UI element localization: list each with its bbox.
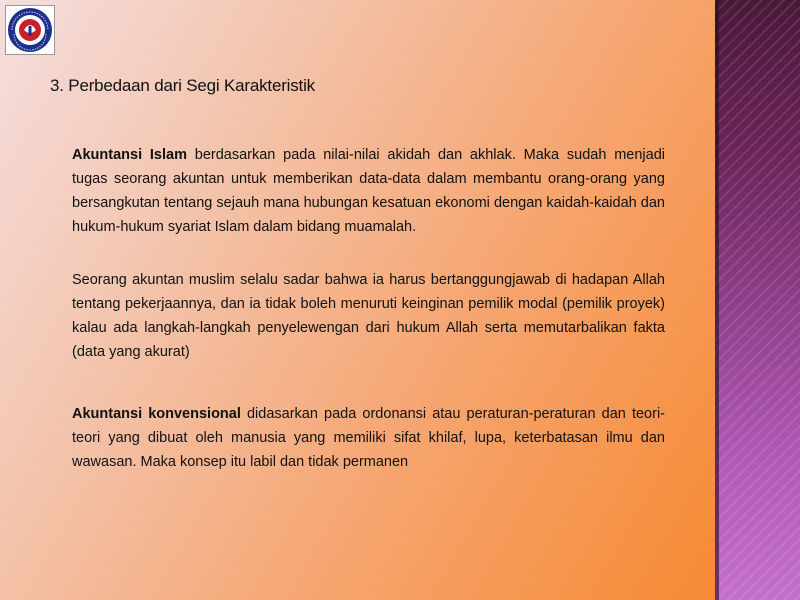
paragraph-akuntansi-islam [72,143,665,239]
paragraph-akuntansi-konvensional [72,402,665,474]
side-panel-edge [715,0,719,600]
paragraph-akuntan-muslim [72,268,665,364]
term-akuntansi-islam: Akuntansi Islam [72,147,187,163]
logo-emblem-icon [6,6,54,54]
section-heading: 3. Perbedaan dari Segi Karakteristik [50,76,315,95]
decorative-side-panel [715,0,800,600]
term-akuntansi-konvensional: Akuntansi konvensional [72,406,241,422]
paragraph-text: berdasarkan pada nilai-nilai akidah dan akhlak. Maka sudah menjadi tugas seorang akuntan untuk memberikan data-data dalam membantu orang-orang yang bersangkutan tentang sejauh mana hubungan kesatuan ekonomi dengan kaidah-kaidah dan hukum-hukum syariat Islam dalam bidang muamalah. [72,147,665,235]
university-logo [5,5,55,55]
paragraph-text: Seorang akuntan muslim selalu sadar bahwa ia harus bertanggungjawab di hadapan Allah tentang pekerjaannya, dan ia tidak boleh menuruti keinginan pemilik modal (pemilik proyek) kalau ada langkah-langkah penyelewengan dari hukum Allah serta memutarbalikan fakta (data yang akurat) [72,272,665,360]
diagonal-stripe-pattern [715,0,800,600]
paragraph-text: didasarkan pada ordonansi atau peraturan-peraturan dan teori-teori yang dibuat oleh manusia yang memiliki sifat khilaf, lupa, keterbatasan ilmu dan wawasan. Maka konsep itu labil dan tidak permanen [72,406,665,470]
